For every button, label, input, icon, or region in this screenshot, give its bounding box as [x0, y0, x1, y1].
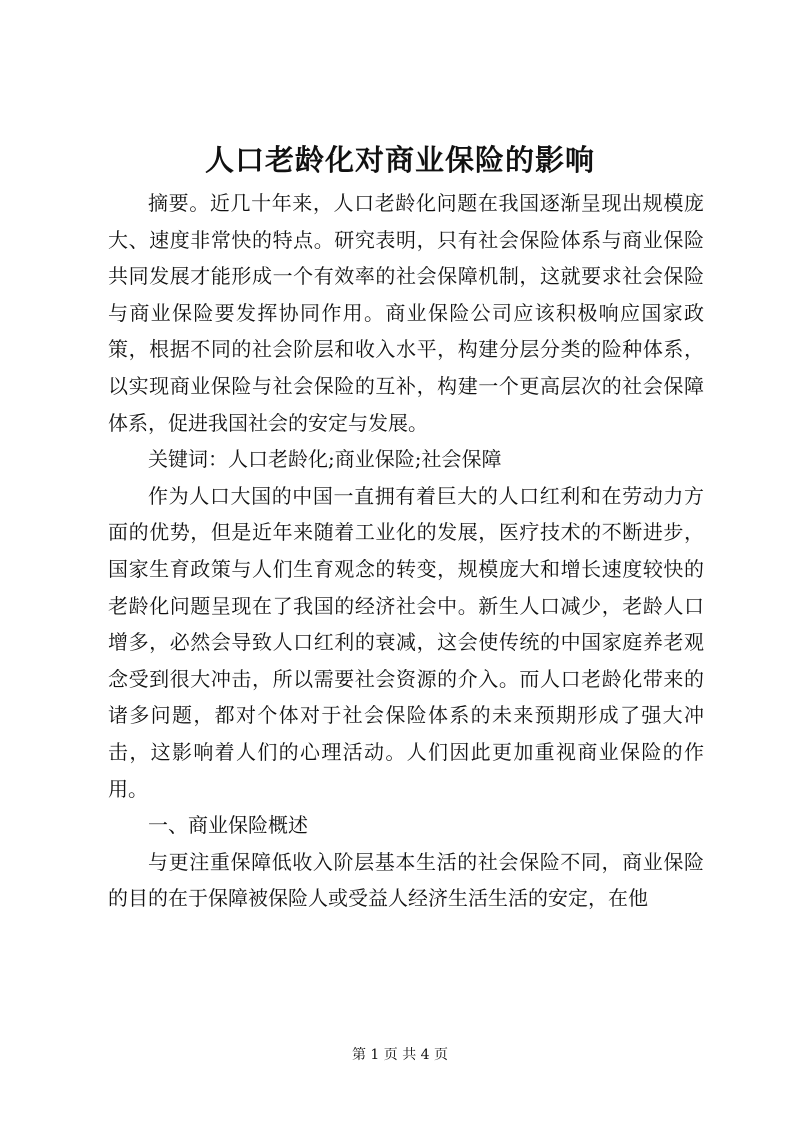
document-title: 人口老龄化对商业保险的影响 [204, 143, 595, 177]
keywords-paragraph: 关键词：人口老龄化;商业保险;社会保障 [148, 447, 502, 472]
document-body [108, 185, 704, 917]
abstract-paragraph: 摘要。近几十年来，人口老龄化问题在我国逐渐呈现出规模庞大、速度非常快的特点。研究表明，只有社会保险体系与商业保险共同发展才能形成一个有效率的社会保障机制，这就要求社会保险与商业保险要发挥协同作用。商业保险公司应该积极响应国家政策，根据不同的社会阶层和收入水平，构建分层分类的险种体系，以实现商业保险与社会保险的互补，构建一个更高层次的社会保障体系，促进我国社会的安定与发展。 [108, 191, 704, 435]
section-paragraph: 与更注重保障低收入阶层基本生活的社会保险不同，商业保险的目的在于保障被保险人或受益人经济生活生活的安定，在他 [108, 849, 704, 911]
section-heading: 一、商业保险概述 [148, 813, 308, 838]
page-footer: 第 1 页 共 4 页 [351, 1047, 449, 1063]
intro-paragraph: 作为人口大国的中国一直拥有着巨大的人口红利和在劳动力方面的优势，但是近年来随着工业化的发展，医疗技术的不断进步，国家生育政策与人们生育观念的转变，规模庞大和增长速度较快的老龄化问题呈现在了我国的经济社会中。新生人口减少，老龄人口增多，必然会导致人口红利的衰减，这会使传统的中国家庭养老观念受到很大冲击，所以需要社会资源的介入。而人口老龄化带来的诸多问题，都对个体对于社会保险体系的未来预期形成了强大冲击，这影响着人们的心理活动。人们因此更加重视商业保险的作用。 [108, 483, 704, 801]
